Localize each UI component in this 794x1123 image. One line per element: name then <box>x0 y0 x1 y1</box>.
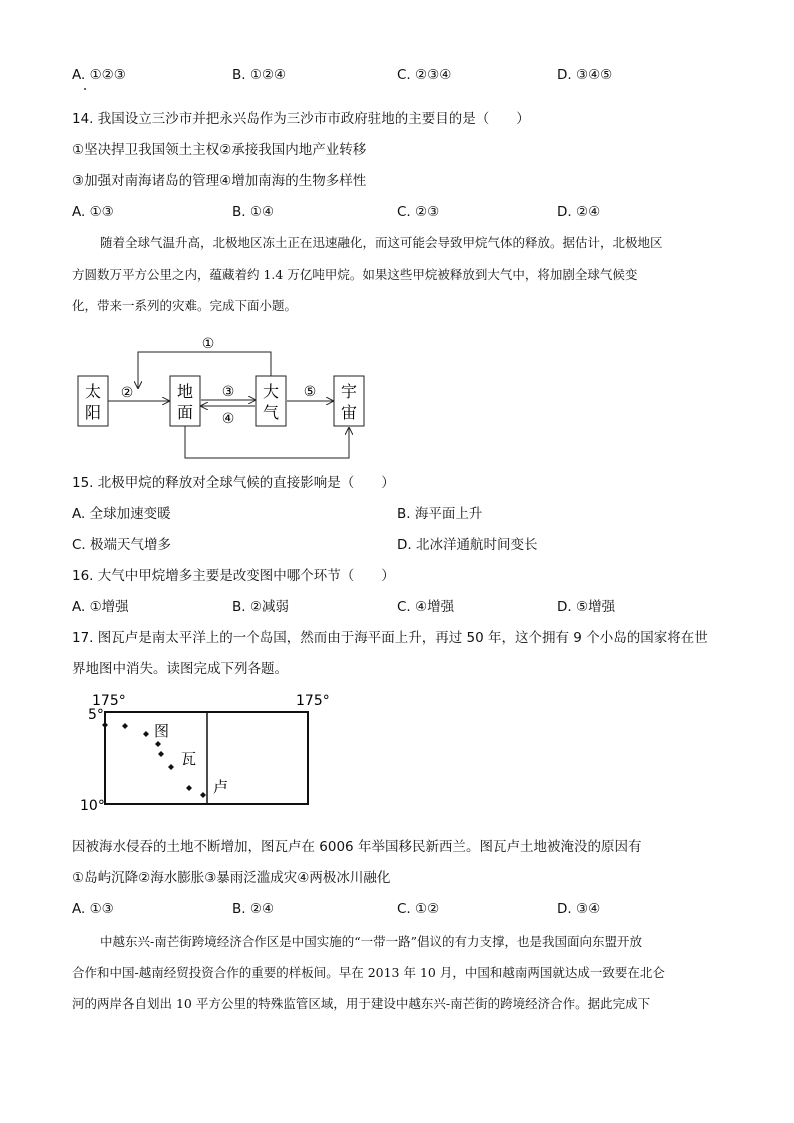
label-2: ② <box>120 385 134 401</box>
map-label-tu: 图 <box>154 722 170 740</box>
q14-option-d: D. ②④ <box>557 204 601 220</box>
q17b-stem: 因被海水侵吞的土地不断增加，图瓦卢在 6006 年举国移民新西兰。图瓦卢土地被淹没的原因有 <box>72 839 642 855</box>
q13-option-a: A. ①②③ <box>72 67 126 83</box>
q14-option-b: B. ①④ <box>232 204 275 220</box>
q16-option-c: C. ④增强 <box>397 599 455 615</box>
island-3 <box>143 731 149 737</box>
island-7 <box>186 785 192 791</box>
passage2-line1: 中越东兴-南芒街跨境经济合作区是中国实施的“一带一路”倡议的有力支撑，也是我国面向东盟开放 <box>100 934 643 949</box>
map-label-lu: 卢 <box>213 778 229 796</box>
sun-char2: 阳 <box>84 403 102 422</box>
q15-option-d: D. 北冰洋通航时间变长 <box>397 537 538 553</box>
lat-top-label: 5° <box>88 707 104 723</box>
lon-right-label: 175° <box>296 693 330 709</box>
passage2-line2: 合作和中国-越南经贸投资合作的重要的样板间。早在 2013 年 10 月，中国和越南两国就达成一致要在北仑 <box>72 965 665 980</box>
space-char2: 宙 <box>340 403 358 422</box>
q14-items-line2: ③加强对南海诸岛的管理④增加南海的生物多样性 <box>72 173 367 189</box>
q14-option-c: C. ②③ <box>397 204 440 220</box>
q17b-option-a: A. ①③ <box>72 901 114 917</box>
q13-option-d: D. ③④⑤ <box>557 67 613 83</box>
q13-option-b: B. ①②④ <box>232 67 287 83</box>
q15-option-c: C. 极端天气增多 <box>72 537 172 553</box>
q16-option-b: B. ②减弱 <box>232 599 289 615</box>
space-char1: 宇 <box>340 382 358 401</box>
lat-bottom-label: 10° <box>80 798 105 814</box>
map-label-wa: 瓦 <box>181 750 197 768</box>
q17-stem-line1: 17. 图瓦卢是南太平洋上的一个岛国，然而由于海平面上升，再过 50 年，这个拥有 9 个小岛的国家将在世 <box>72 630 708 646</box>
island-8 <box>200 792 206 798</box>
lon-left-label: 175° <box>92 693 126 709</box>
ground-char1: 地 <box>176 382 194 401</box>
q16-option-d: D. ⑤增强 <box>557 599 616 615</box>
passage2-line3: 河的两岸各自划出 10 平方公里的特殊监管区域，用于建设中越东兴-南芒街的跨境经济合作。据此完成下 <box>72 996 651 1011</box>
q15-option-b: B. 海平面上升 <box>397 506 483 522</box>
atmosphere-char2: 气 <box>262 403 280 422</box>
q17-stem-line2: 界地图中消失。读图完成下列各题。 <box>72 661 288 677</box>
q17b-option-b: B. ②④ <box>232 901 275 917</box>
q17b-option-c: C. ①② <box>397 901 440 917</box>
passage1-line1: 随着全球气温升高，北极地区冻土正在迅速融化，而这可能会导致甲烷气体的释放。据估计，北极地区 <box>100 235 663 250</box>
label-5: ⑤ <box>303 384 317 400</box>
sun-char1: 太 <box>84 382 102 401</box>
q13-option-c: C. ②③④ <box>397 67 452 83</box>
q16-option-a: A. ①增强 <box>72 599 129 615</box>
q15-stem: 15. 北极甲烷的释放对全球气候的直接影响是（ ） <box>72 475 395 491</box>
island-6 <box>168 764 174 770</box>
passage1-line3: 化，带来一系列的灾难。完成下面小题。 <box>72 298 298 313</box>
arrow-ground-to-space <box>185 426 349 458</box>
q15-option-a: A. 全球加速变暖 <box>72 506 171 522</box>
island-5 <box>158 751 164 757</box>
stray-dot <box>84 88 86 90</box>
q17b-option-d: D. ③④ <box>557 901 601 917</box>
q14-option-a: A. ①③ <box>72 204 114 220</box>
label-3: ③ <box>221 384 235 400</box>
island-2 <box>122 723 128 729</box>
q14-items-line1: ①坚决捍卫我国领土主权②承接我国内地产业转移 <box>72 142 367 158</box>
q17b-items: ①岛屿沉降②海水膨胀③暴雨泛滥成灾④两极冰川融化 <box>72 870 391 886</box>
energy-flow-diagram <box>70 328 390 468</box>
island-4 <box>155 741 161 747</box>
label-1: ① <box>201 336 215 352</box>
ground-char2: 面 <box>176 403 194 422</box>
arrow-1 <box>138 352 271 388</box>
q14-stem: 14. 我国设立三沙市并把永兴岛作为三沙市市政府驻地的主要目的是（ ） <box>72 111 530 127</box>
atmosphere-char1: 大 <box>262 382 280 401</box>
tuvalu-map <box>74 688 344 818</box>
q16-stem: 16. 大气中甲烷增多主要是改变图中哪个环节（ ） <box>72 568 395 584</box>
passage1-line2: 方圆数万平方公里之内，蕴藏着约 1.4 万亿吨甲烷。如果这些甲烷被释放到大气中，将加剧全球气候变 <box>72 267 638 282</box>
label-4: ④ <box>221 411 235 427</box>
